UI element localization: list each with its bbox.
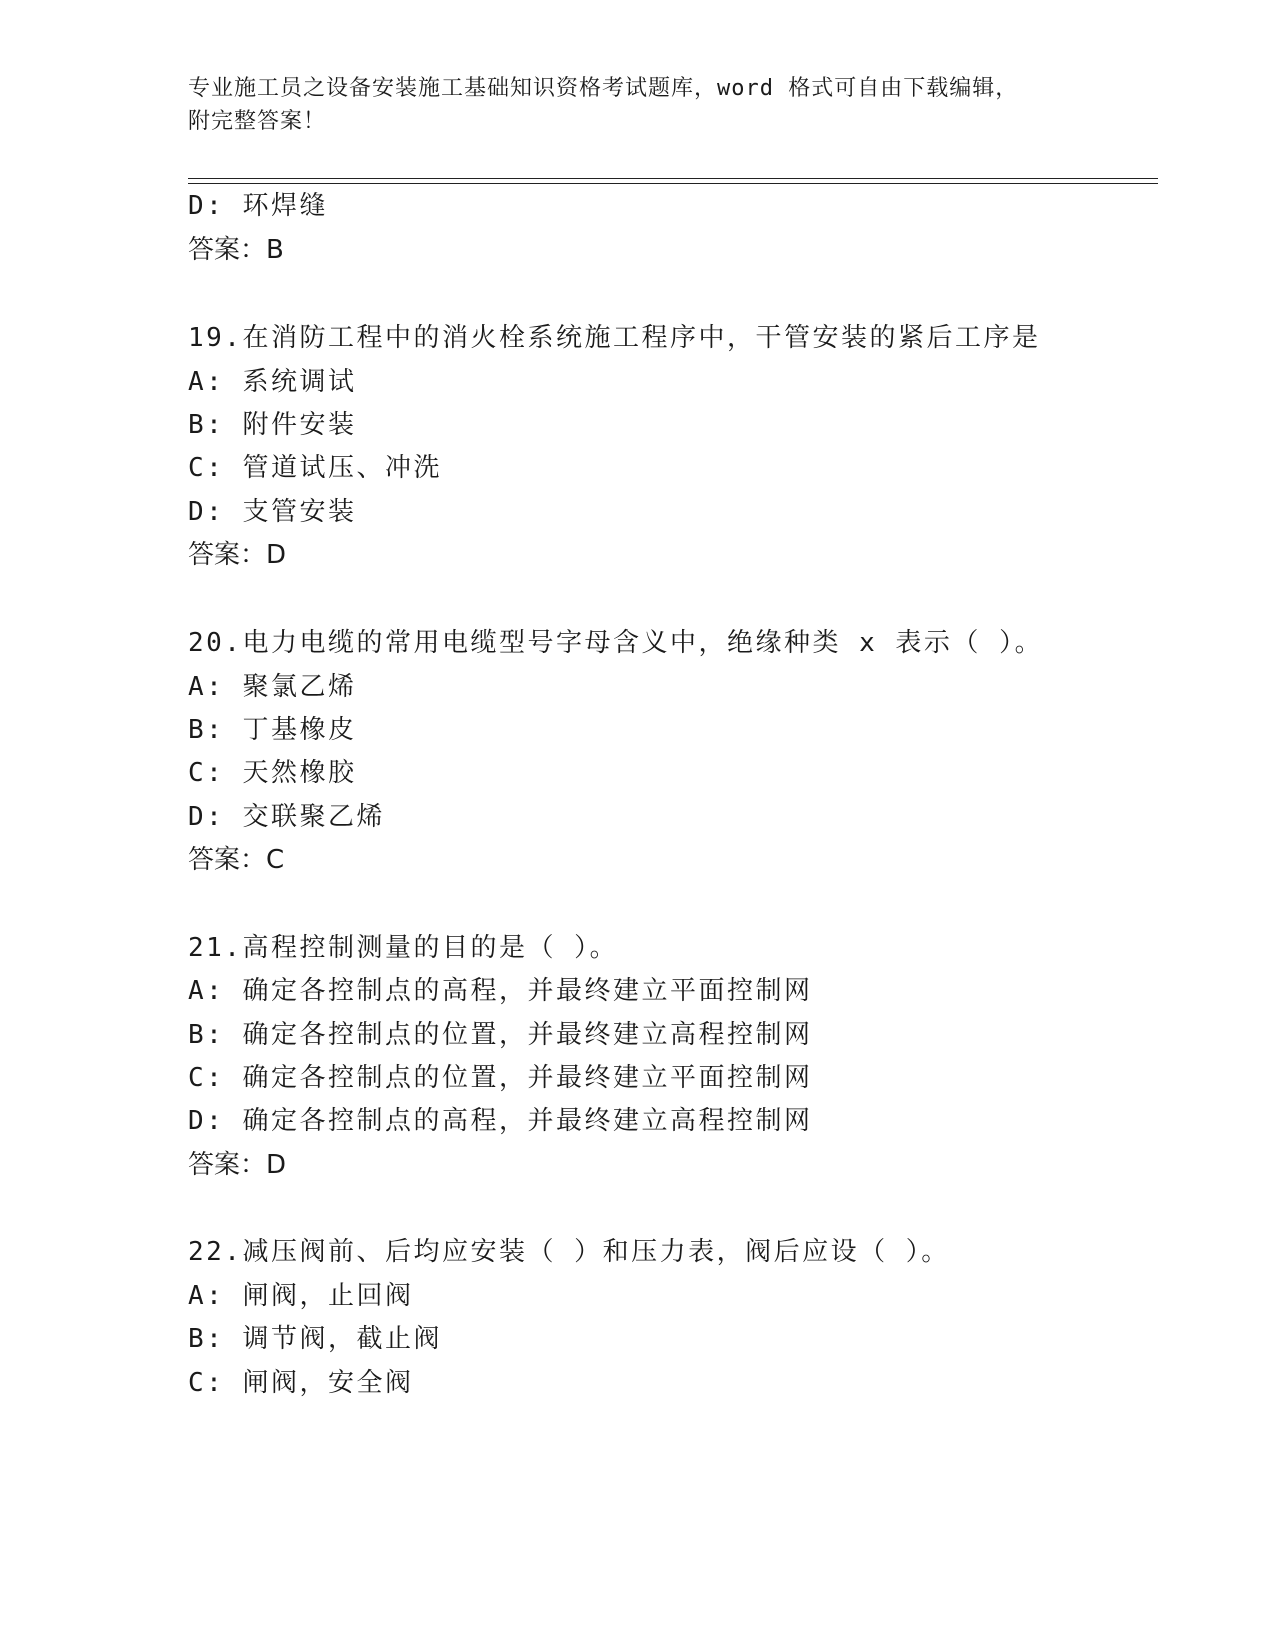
question-20-option-d: D: 交联聚乙烯 — [188, 802, 385, 832]
question-22-stem: 22.减压阀前、后均应安装（ ）和压力表，阀后应设（ ）。 — [188, 1237, 950, 1267]
question-22-option-c: C: 闸阀，安全阀 — [188, 1368, 414, 1398]
header-line-1: 专业施工员之设备安装施工基础知识资格考试题库，word 格式可自由下载编辑， — [188, 76, 1019, 101]
question-20-option-c: C: 天然橡胶 — [188, 758, 357, 788]
question-21-option-d: D: 确定各控制点的高程，并最终建立高程控制网 — [188, 1106, 813, 1136]
header-divider-top — [188, 178, 1158, 179]
question-19-option-a: A: 系统调试 — [188, 367, 357, 397]
question-20-option-a: A: 聚氯乙烯 — [188, 672, 357, 702]
question-19-stem: 19.在消防工程中的消火栓系统施工程序中，干管安装的紧后工序是 — [188, 323, 1041, 353]
question-21-option-a: A: 确定各控制点的高程，并最终建立平面控制网 — [188, 976, 813, 1006]
question-20-stem: 20.电力电缆的常用电缆型号字母含义中，绝缘种类 x 表示（ ）。 — [188, 628, 1044, 658]
question-22-option-a: A: 闸阀，止回阀 — [188, 1281, 414, 1311]
header-line-2: 附完整答案！ — [188, 109, 327, 134]
question-19-option-c: C: 管道试压、冲洗 — [188, 453, 442, 483]
prev-option-d: D: 环焊缝 — [188, 191, 328, 221]
question-21-option-b: B: 确定各控制点的位置，并最终建立高程控制网 — [188, 1020, 813, 1050]
question-19-option-b: B: 附件安装 — [188, 410, 357, 440]
question-20-option-b: B: 丁基橡皮 — [188, 715, 357, 745]
question-20-answer: 答案：C — [188, 845, 285, 875]
question-19-option-d: D: 支管安装 — [188, 497, 357, 527]
question-21-option-c: C: 确定各控制点的位置，并最终建立平面控制网 — [188, 1063, 813, 1093]
question-22-option-b: B: 调节阀，截止阀 — [188, 1324, 442, 1354]
question-21-answer: 答案：D — [188, 1150, 287, 1180]
header-divider-bottom — [188, 183, 1158, 184]
document-header — [188, 72, 1088, 138]
prev-answer: 答案：B — [188, 235, 284, 265]
question-19-answer: 答案：D — [188, 540, 287, 570]
question-21-stem: 21.高程控制测量的目的是（ ）。 — [188, 933, 619, 963]
